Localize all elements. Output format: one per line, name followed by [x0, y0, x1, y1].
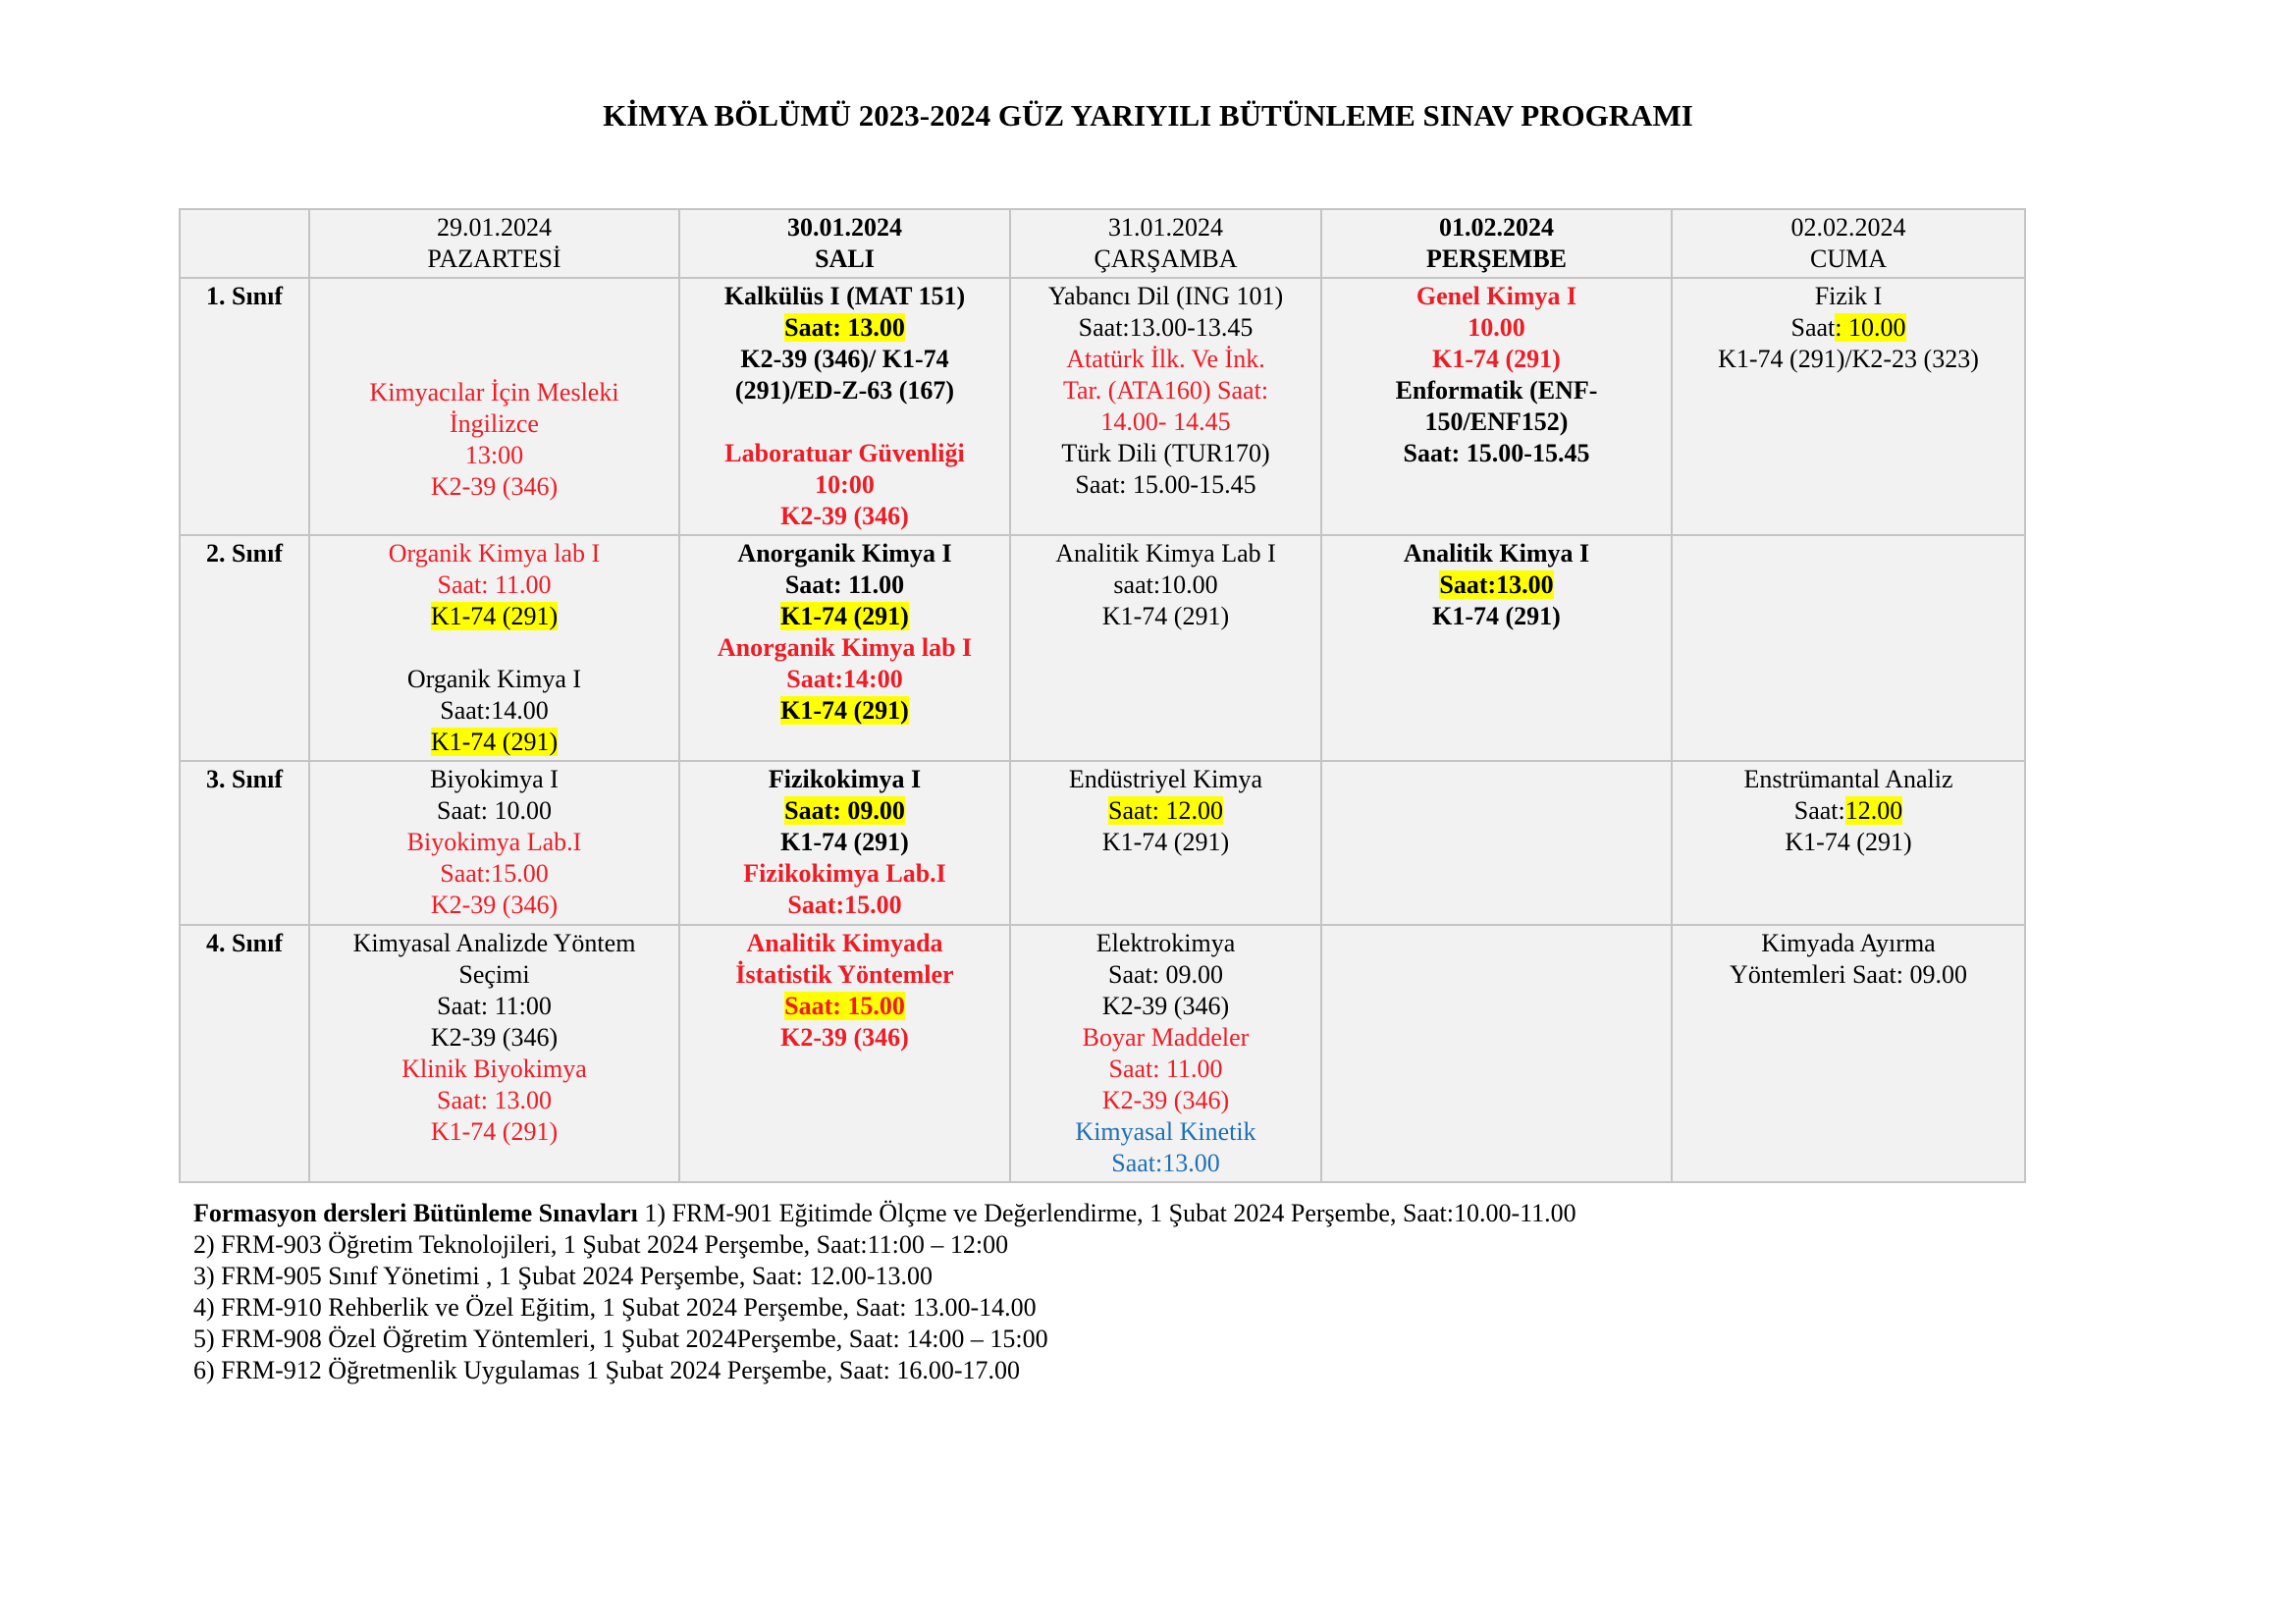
- exam-time: Saat:14.00: [440, 696, 549, 725]
- exam-time: Saat: 10.00: [1790, 313, 1906, 342]
- course-name: Fizikokimya I: [768, 765, 922, 793]
- row-label: 1. Sınıf: [180, 278, 309, 535]
- cell-r2-tue: [679, 535, 1010, 761]
- exam-room: K1-74 (291): [780, 696, 909, 725]
- day-name: ÇARŞAMBA: [1094, 244, 1238, 273]
- cell-r2-mon: [309, 535, 679, 761]
- exam-time: Saat: 11.00: [437, 570, 552, 599]
- course-name: Atatürk İlk. Ve İnk.: [1066, 345, 1265, 373]
- exam-room: K1-74 (291): [430, 602, 559, 630]
- course-name: İstatistik Yöntemler: [735, 960, 954, 989]
- day-date: 02.02.2024: [1790, 213, 1906, 242]
- day-name: CUMA: [1809, 244, 1887, 273]
- course-name: Kimyacılar İçin Mesleki: [369, 378, 619, 406]
- exam-time: 10:00: [815, 470, 875, 499]
- course-name: Enformatik (ENF-: [1395, 376, 1598, 405]
- cell-r4-wed: [1010, 925, 1321, 1182]
- day-header-wed: [1010, 209, 1321, 278]
- exam-time: Saat: 09.00: [1108, 960, 1223, 989]
- exam-room: K2-39 (346): [430, 1023, 559, 1052]
- exam-time: saat:10.00: [1113, 570, 1218, 599]
- exam-room: K2-39 (346): [1101, 1086, 1230, 1114]
- exam-room: K1-74 (291): [1101, 828, 1230, 856]
- cell-r1-mon: [309, 278, 679, 535]
- note-item: 4) FRM-910 Rehberlik ve Özel Eğitim, 1 Şubat 2024 Perşembe, Saat: 13.00-14.00: [193, 1293, 1037, 1322]
- day-date: 01.02.2024: [1439, 213, 1554, 242]
- day-date: 30.01.2024: [787, 213, 902, 242]
- cell-r4-fri: [1672, 925, 2025, 1182]
- exam-room: K2-39 (346): [1101, 992, 1230, 1020]
- class-row-4: [180, 925, 2025, 1182]
- exam-room: K2-39 (346)/ K1-74: [740, 345, 949, 373]
- cell-r1-thu: [1321, 278, 1672, 535]
- day-name: SALI: [815, 244, 875, 273]
- day-header-thu: [1321, 209, 1672, 278]
- course-name: Enstrümantal Analiz: [1743, 765, 1953, 793]
- exam-time: Saat: 11.00: [1108, 1055, 1223, 1083]
- note-item: 3) FRM-905 Sınıf Yönetimi , 1 Şubat 2024 Perşembe, Saat: 12.00-13.00: [193, 1262, 933, 1290]
- class-row-2: [180, 535, 2025, 761]
- exam-room: K1-74 (291): [1785, 828, 1912, 856]
- note-item: 6) FRM-912 Öğretmenlik Uygulamas 1 Şubat 2024 Perşembe, Saat: 16.00-17.00: [193, 1356, 1021, 1384]
- cell-r3-tue: [679, 761, 1010, 925]
- class-row-1: [180, 278, 2025, 535]
- exam-room: K1-74 (291): [1432, 345, 1561, 373]
- exam-room: K1-74 (291): [1432, 602, 1561, 630]
- course-name: Seçimi: [458, 960, 530, 989]
- day-header-tue: [679, 209, 1010, 278]
- exam-room: K2-39 (346): [430, 472, 559, 501]
- exam-room: K1-74 (291): [780, 828, 909, 856]
- cell-r1-fri: [1672, 278, 2025, 535]
- day-date: 31.01.2024: [1108, 213, 1223, 242]
- cell-r4-thu: [1321, 925, 1672, 1182]
- cell-r3-mon: [309, 761, 679, 925]
- exam-room: K1-74 (291): [430, 728, 559, 756]
- exam-time: Saat:15.00: [787, 891, 902, 919]
- course-name: Endüstriyel Kimya: [1068, 765, 1263, 793]
- exam-room: K2-39 (346): [430, 891, 559, 919]
- notes-heading: Formasyon dersleri Bütünleme Sınavları: [193, 1199, 638, 1227]
- course-name: Elektrokimya: [1095, 929, 1236, 957]
- course-name: Kimyasal Kinetik: [1075, 1117, 1256, 1146]
- course-name: Fizik I: [1814, 282, 1883, 310]
- course-name: Analitik Kimyada: [746, 929, 943, 957]
- exam-time: Saat:13.00-13.45: [1078, 313, 1254, 342]
- course-name: Organik Kimya I: [406, 665, 582, 693]
- cell-r3-fri: [1672, 761, 2025, 925]
- course-name: Anorganik Kimya I: [737, 539, 952, 568]
- cell-r2-fri: [1672, 535, 2025, 761]
- exam-time: 13:00: [464, 441, 524, 469]
- exam-time: Saat: 10.00: [437, 796, 552, 825]
- row-label: 2. Sınıf: [180, 535, 309, 761]
- exam-time: Saat: 11.00: [784, 570, 905, 599]
- course-name: Fizikokimya Lab.I: [743, 859, 946, 888]
- course-name: Analitik Kimya Lab I: [1055, 539, 1276, 568]
- exam-time: Saat: 13.00: [784, 313, 905, 342]
- cell-r3-thu: [1321, 761, 1672, 925]
- formasyon-notes: [193, 1198, 1576, 1386]
- course-name: Klinik Biyokimya: [401, 1055, 587, 1083]
- note-line-1: [193, 1198, 1576, 1229]
- course-name: Biyokimya I: [430, 765, 559, 793]
- exam-time: Saat: 15.00-15.45: [1403, 439, 1590, 467]
- course-name: Biyokimya Lab.I: [406, 828, 582, 856]
- row-label: 4. Sınıf: [180, 925, 309, 1182]
- exam-room: K1-74 (291): [780, 602, 909, 630]
- exam-time: 14.00- 14.45: [1100, 407, 1231, 436]
- cell-r4-mon: [309, 925, 679, 1182]
- day-header-fri: [1672, 209, 2025, 278]
- exam-room: K1-74 (291): [1101, 602, 1230, 630]
- exam-time: Saat:15.00: [440, 859, 549, 888]
- course-name: Tar. (ATA160) Saat:: [1062, 376, 1269, 405]
- exam-time: Saat:14:00: [786, 665, 903, 693]
- course-name: Anorganik Kimya lab I: [717, 633, 973, 662]
- course-name: Genel Kimya I: [1415, 282, 1577, 310]
- day-date: 29.01.2024: [437, 213, 552, 242]
- exam-room: K2-39 (346): [780, 1023, 909, 1052]
- header-row: [180, 209, 2025, 278]
- day-name: PERŞEMBE: [1425, 244, 1568, 273]
- course-name: Türk Dili (TUR170): [1061, 439, 1270, 467]
- course-name: Laboratuar Güvenliği: [724, 439, 965, 467]
- note-item: 1) FRM-901 Eğitimde Ölçme ve Değerlendirme, 1 Şubat 2024 Perşembe, Saat:10.00-11.00: [637, 1199, 1576, 1227]
- exam-time: Saat: 15.00: [784, 992, 905, 1020]
- course-name: Boyar Maddeler: [1082, 1023, 1250, 1052]
- corner-cell: [180, 209, 309, 278]
- exam-time: Saat: 12.00: [1108, 796, 1223, 825]
- exam-room: K1-74 (291): [430, 1117, 559, 1146]
- cell-r1-tue: [679, 278, 1010, 535]
- class-row-3: [180, 761, 2025, 925]
- day-header-mon: [309, 209, 679, 278]
- row-label: 3. Sınıf: [180, 761, 309, 925]
- course-name: Organik Kimya lab I: [388, 539, 601, 568]
- exam-time: Saat: 15.00-15.45: [1075, 470, 1256, 499]
- exam-time: Saat:13.00: [1111, 1149, 1220, 1177]
- page-title: KİMYA BÖLÜMÜ 2023-2024 GÜZ YARIYILI BÜTÜNLEME SINAV PROGRAMI: [603, 98, 1693, 133]
- cell-r2-thu: [1321, 535, 1672, 761]
- course-name: İngilizce: [450, 409, 539, 438]
- cell-r1-wed: [1010, 278, 1321, 535]
- note-item: 2) FRM-903 Öğretim Teknolojileri, 1 Şubat 2024 Perşembe, Saat:11:00 – 12:00: [193, 1230, 1009, 1259]
- exam-room: K1-74 (291)/K2-23 (323): [1718, 345, 1979, 373]
- note-item: 5) FRM-908 Özel Öğretim Yöntemleri, 1 Şubat 2024Perşembe, Saat: 14:00 – 15:00: [193, 1325, 1048, 1353]
- cell-r2-wed: [1010, 535, 1321, 761]
- course-name: Yabancı Dil (ING 101): [1047, 282, 1284, 310]
- course-name: 150/ENF152): [1424, 407, 1569, 436]
- course-name: Kalkülüs I (MAT 151): [723, 282, 966, 310]
- exam-time: Saat:13.00: [1439, 570, 1554, 599]
- day-name: PAZARTESİ: [427, 244, 561, 273]
- course-name: Kimyada Ayırma: [1761, 929, 1936, 957]
- cell-r3-wed: [1010, 761, 1321, 925]
- exam-room: K2-39 (346): [780, 502, 909, 530]
- cell-r4-tue: [679, 925, 1010, 1182]
- course-name: Analitik Kimya I: [1403, 539, 1590, 568]
- exam-schedule-table: [179, 208, 2026, 1183]
- exam-time: Yöntemleri Saat: 09.00: [1730, 960, 1967, 989]
- exam-time: Saat: 13.00: [437, 1086, 552, 1114]
- exam-room: (291)/ED-Z-63 (167): [734, 376, 955, 405]
- exam-time: 10.00: [1468, 313, 1525, 342]
- exam-time: Saat:12.00: [1793, 796, 1903, 825]
- exam-time: Saat: 11:00: [437, 992, 552, 1020]
- course-name: Kimyasal Analizde Yöntem: [352, 929, 636, 957]
- exam-time: Saat: 09.00: [784, 796, 905, 825]
